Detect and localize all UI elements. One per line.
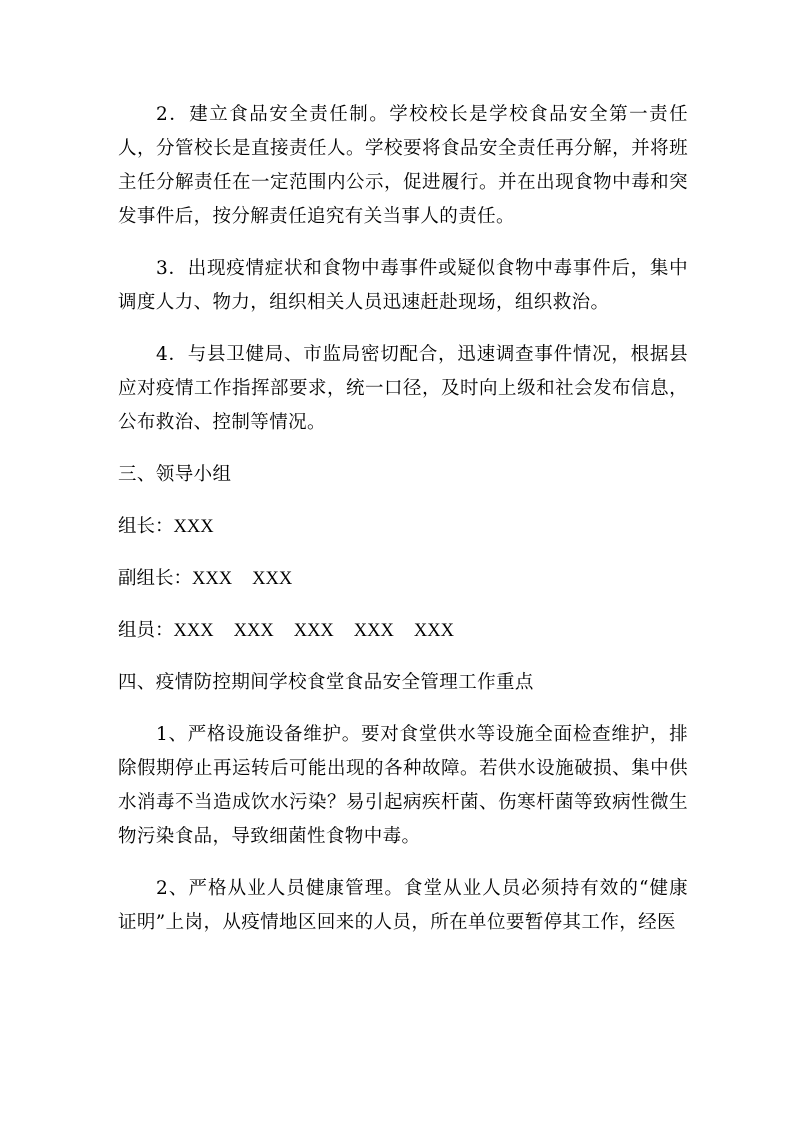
- member-name: XXX: [173, 621, 214, 641]
- paragraph-coordination: 4．与县卫健局、市监局密切配合，迅速调查事件情况，根据县应对疫情工作指挥部要求，统一口径，及时向上级和社会发布信息，公布救治、控制等情况。: [118, 344, 688, 433]
- deputy-leader-row: [118, 562, 688, 596]
- members-label: 组员：: [118, 620, 174, 641]
- section-heading-leadership-group: 三、领导小组: [118, 464, 232, 485]
- paragraph-facility-maintenance: 1、严格设施设备维护。要对食堂供水等设施全面检查维护，排除假期停止再运转后可能出现的各种故障。若供水设施破损、集中供水消毒不当造成饮水污染？易引起病疾杆菌、伤寒杆菌等致病性微生物污染食品，导致细菌性食物中毒。: [118, 724, 688, 847]
- document-page: [118, 98, 688, 940]
- member-name: XXX: [413, 621, 454, 641]
- deputy-leader-name: XXX: [192, 569, 233, 589]
- deputy-leader-label: 副组长：: [118, 568, 193, 589]
- paragraph-responsibility-system: 2．建立食品安全责任制。学校校长是学校食品安全第一责任人，分管校长是直接责任人。学校要将食品安全责任再分解，并将班主任分解责任在一定范围内公示，促进履行。并在出现食物中毒和突发事件后，按分解责任追究有关当事人的责任。: [118, 104, 688, 227]
- deputy-leader-name: XXX: [252, 569, 293, 589]
- leader-label: 组长：: [118, 516, 174, 537]
- members-row: [118, 614, 688, 648]
- paragraph-staff-health: 2、严格从业人员健康管理。食堂从业人员必须持有效的“健康证明”上岗，从疫情地区回来的人员，所在单位要暂停其工作，经医: [118, 878, 688, 933]
- member-name: XXX: [233, 621, 274, 641]
- section-heading-canteen-safety: 四、疫情防控期间学校食堂食品安全管理工作重点: [118, 672, 534, 693]
- paragraph-incident-response: 3．出现疫情症状和食物中毒事件或疑似食物中毒事件后，集中调度人力、物力，组织相关人员迅速赶赴现场，组织救治。: [118, 258, 688, 313]
- leader-name: XXX: [173, 517, 214, 537]
- member-name: XXX: [353, 621, 394, 641]
- leader-row: [118, 510, 688, 544]
- member-name: XXX: [293, 621, 334, 641]
